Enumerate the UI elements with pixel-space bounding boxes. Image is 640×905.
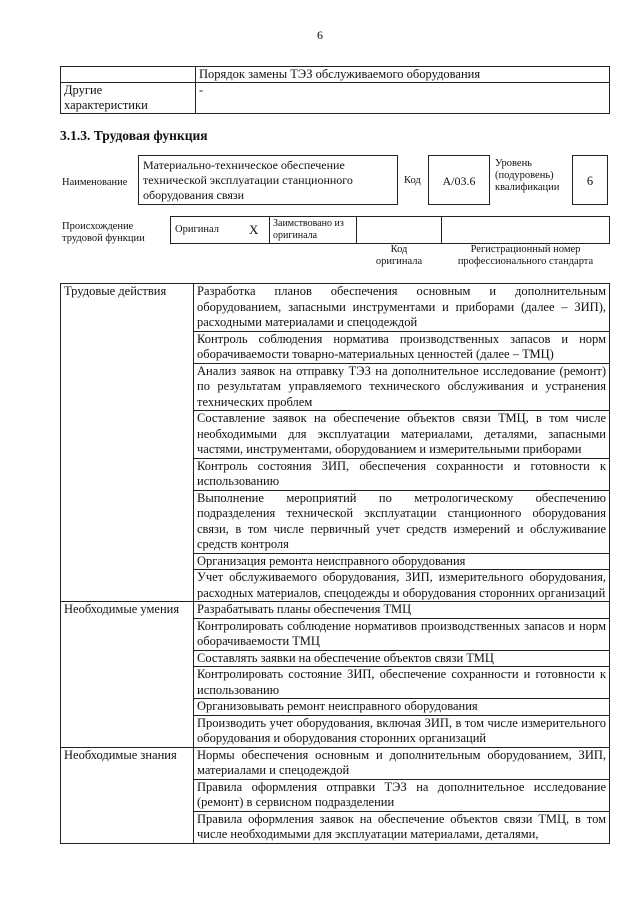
code-caption-line: Код [390, 244, 408, 255]
row-label [61, 67, 196, 83]
table-row [61, 747, 610, 779]
origin-label-line: Происхождение [62, 221, 134, 232]
level-label-line: Уровень [495, 158, 532, 169]
characteristics-table [60, 66, 610, 114]
level-label [495, 158, 559, 194]
function-name-line: технической эксплуатации станционного [143, 173, 353, 187]
original-cell [170, 216, 270, 244]
original-label: Оригинал [175, 224, 219, 235]
code-value: А/03.6 [428, 155, 490, 205]
table-row [61, 83, 610, 114]
table-cell: Правила оформления заявок на обеспечение объектов связи ТМЦ, в том числе необходимыми для эксплуатации материалами, деталями, [194, 811, 610, 843]
borrowed-cell [269, 216, 357, 244]
level-label-line: (подуровень) [495, 170, 554, 181]
function-name-line: оборудования связи [143, 188, 245, 202]
table-cell: Контролировать состояние ЗИП, обеспечение сохранности и готовности к использованию [194, 667, 610, 699]
label-line: характеристики [64, 98, 148, 112]
reg-caption [441, 244, 610, 268]
code-caption [356, 244, 442, 268]
code-caption-line: оригинала [375, 256, 423, 267]
table-row [61, 284, 610, 332]
table-row [61, 602, 610, 619]
row-label [61, 83, 196, 114]
table-cell: Составлять заявки на обеспечение объектов связи ТМЦ [194, 650, 610, 667]
function-name-box [138, 155, 398, 205]
table-row [61, 67, 610, 83]
table-cell: Контролировать соблюдение нормативов производственных запасов и норм оборачиваемости ТМЦ [194, 618, 610, 650]
table-cell: Организовывать ремонт неисправного оборудования [194, 699, 610, 716]
table-cell: Контроль состояния ЗИП, обеспечения сохранности и готовности к использованию [194, 458, 610, 490]
origin-label [62, 221, 145, 245]
label-line: Другие [64, 83, 103, 97]
reg-caption-line: Регистрационный номер [470, 244, 581, 255]
level-label-line: квалификации [495, 182, 560, 193]
section-label: Необходимые знания [61, 747, 194, 843]
reg-number-cell [441, 216, 610, 244]
table-cell: Разработка планов обеспечения основным и дополнительным оборудованием, запасными инструментами и приборами (далее – ЗИП), расходными материалами и спецодеждой [194, 284, 610, 332]
table-cell: Учет обслуживаемого оборудования, ЗИП, измерительного оборудования, расходных материалов, спецодежды и оборудования сторонних организаций [194, 570, 610, 602]
table-cell: Разрабатывать планы обеспечения ТМЦ [194, 602, 610, 619]
row-value: - [196, 83, 610, 114]
borrowed-line: оригинала [273, 230, 318, 241]
function-name-line: Материально-техническое обеспечение [143, 158, 345, 172]
origin-label-line: трудовой функции [62, 233, 145, 244]
section-label: Трудовые действия [61, 284, 194, 602]
code-label: Код [404, 175, 421, 186]
labor-function-table [60, 283, 610, 844]
table-cell: Правила оформления отправки ТЭЗ на дополнительное исследование (ремонт) в сервисном подразделении [194, 779, 610, 811]
section-label: Необходимые умения [61, 602, 194, 748]
table-cell: Нормы обеспечения основным и дополнительным оборудованием, ЗИП, материалами и спецодеждой [194, 747, 610, 779]
level-value: 6 [572, 155, 608, 205]
reg-caption-line: профессионального стандарта [457, 256, 594, 267]
table-cell: Организация ремонта неисправного оборудования [194, 553, 610, 570]
borrowed-line: Заимствовано из [273, 218, 344, 229]
table-cell: Выполнение мероприятий по метрологическому обеспечению подразделения технической эксплуатации станционного оборудования связи, в том числе первичный учет средств измерений и обслуживание средств контроля [194, 490, 610, 553]
section-title: 3.1.3. Трудовая функция [60, 128, 208, 143]
row-value: Порядок замены ТЭЗ обслуживаемого оборудования [196, 67, 610, 83]
table-cell: Составление заявок на обеспечение объектов связи ТМЦ, в том числе необходимыми для эксплуатации материалами, деталями, запасными частями, инструментами, оборудованием и измерительными приборами [194, 411, 610, 459]
original-code-cell [356, 216, 442, 244]
page-number: 6 [317, 28, 323, 42]
name-label: Наименование [62, 177, 128, 188]
table-cell: Контроль соблюдения норматива производственных запасов и норм оборачиваемости товарно-материальных ценностей (далее – ТМЦ) [194, 331, 610, 363]
table-cell: Производить учет оборудования, включая ЗИП, в том числе измерительного оборудования и оборудования сторонних организаций [194, 715, 610, 747]
original-mark: X [249, 222, 259, 237]
table-cell: Анализ заявок на отправку ТЭЗ на дополнительное исследование (ремонт) по результатам управляемого технического обслуживания и устранения технических проблем [194, 363, 610, 411]
